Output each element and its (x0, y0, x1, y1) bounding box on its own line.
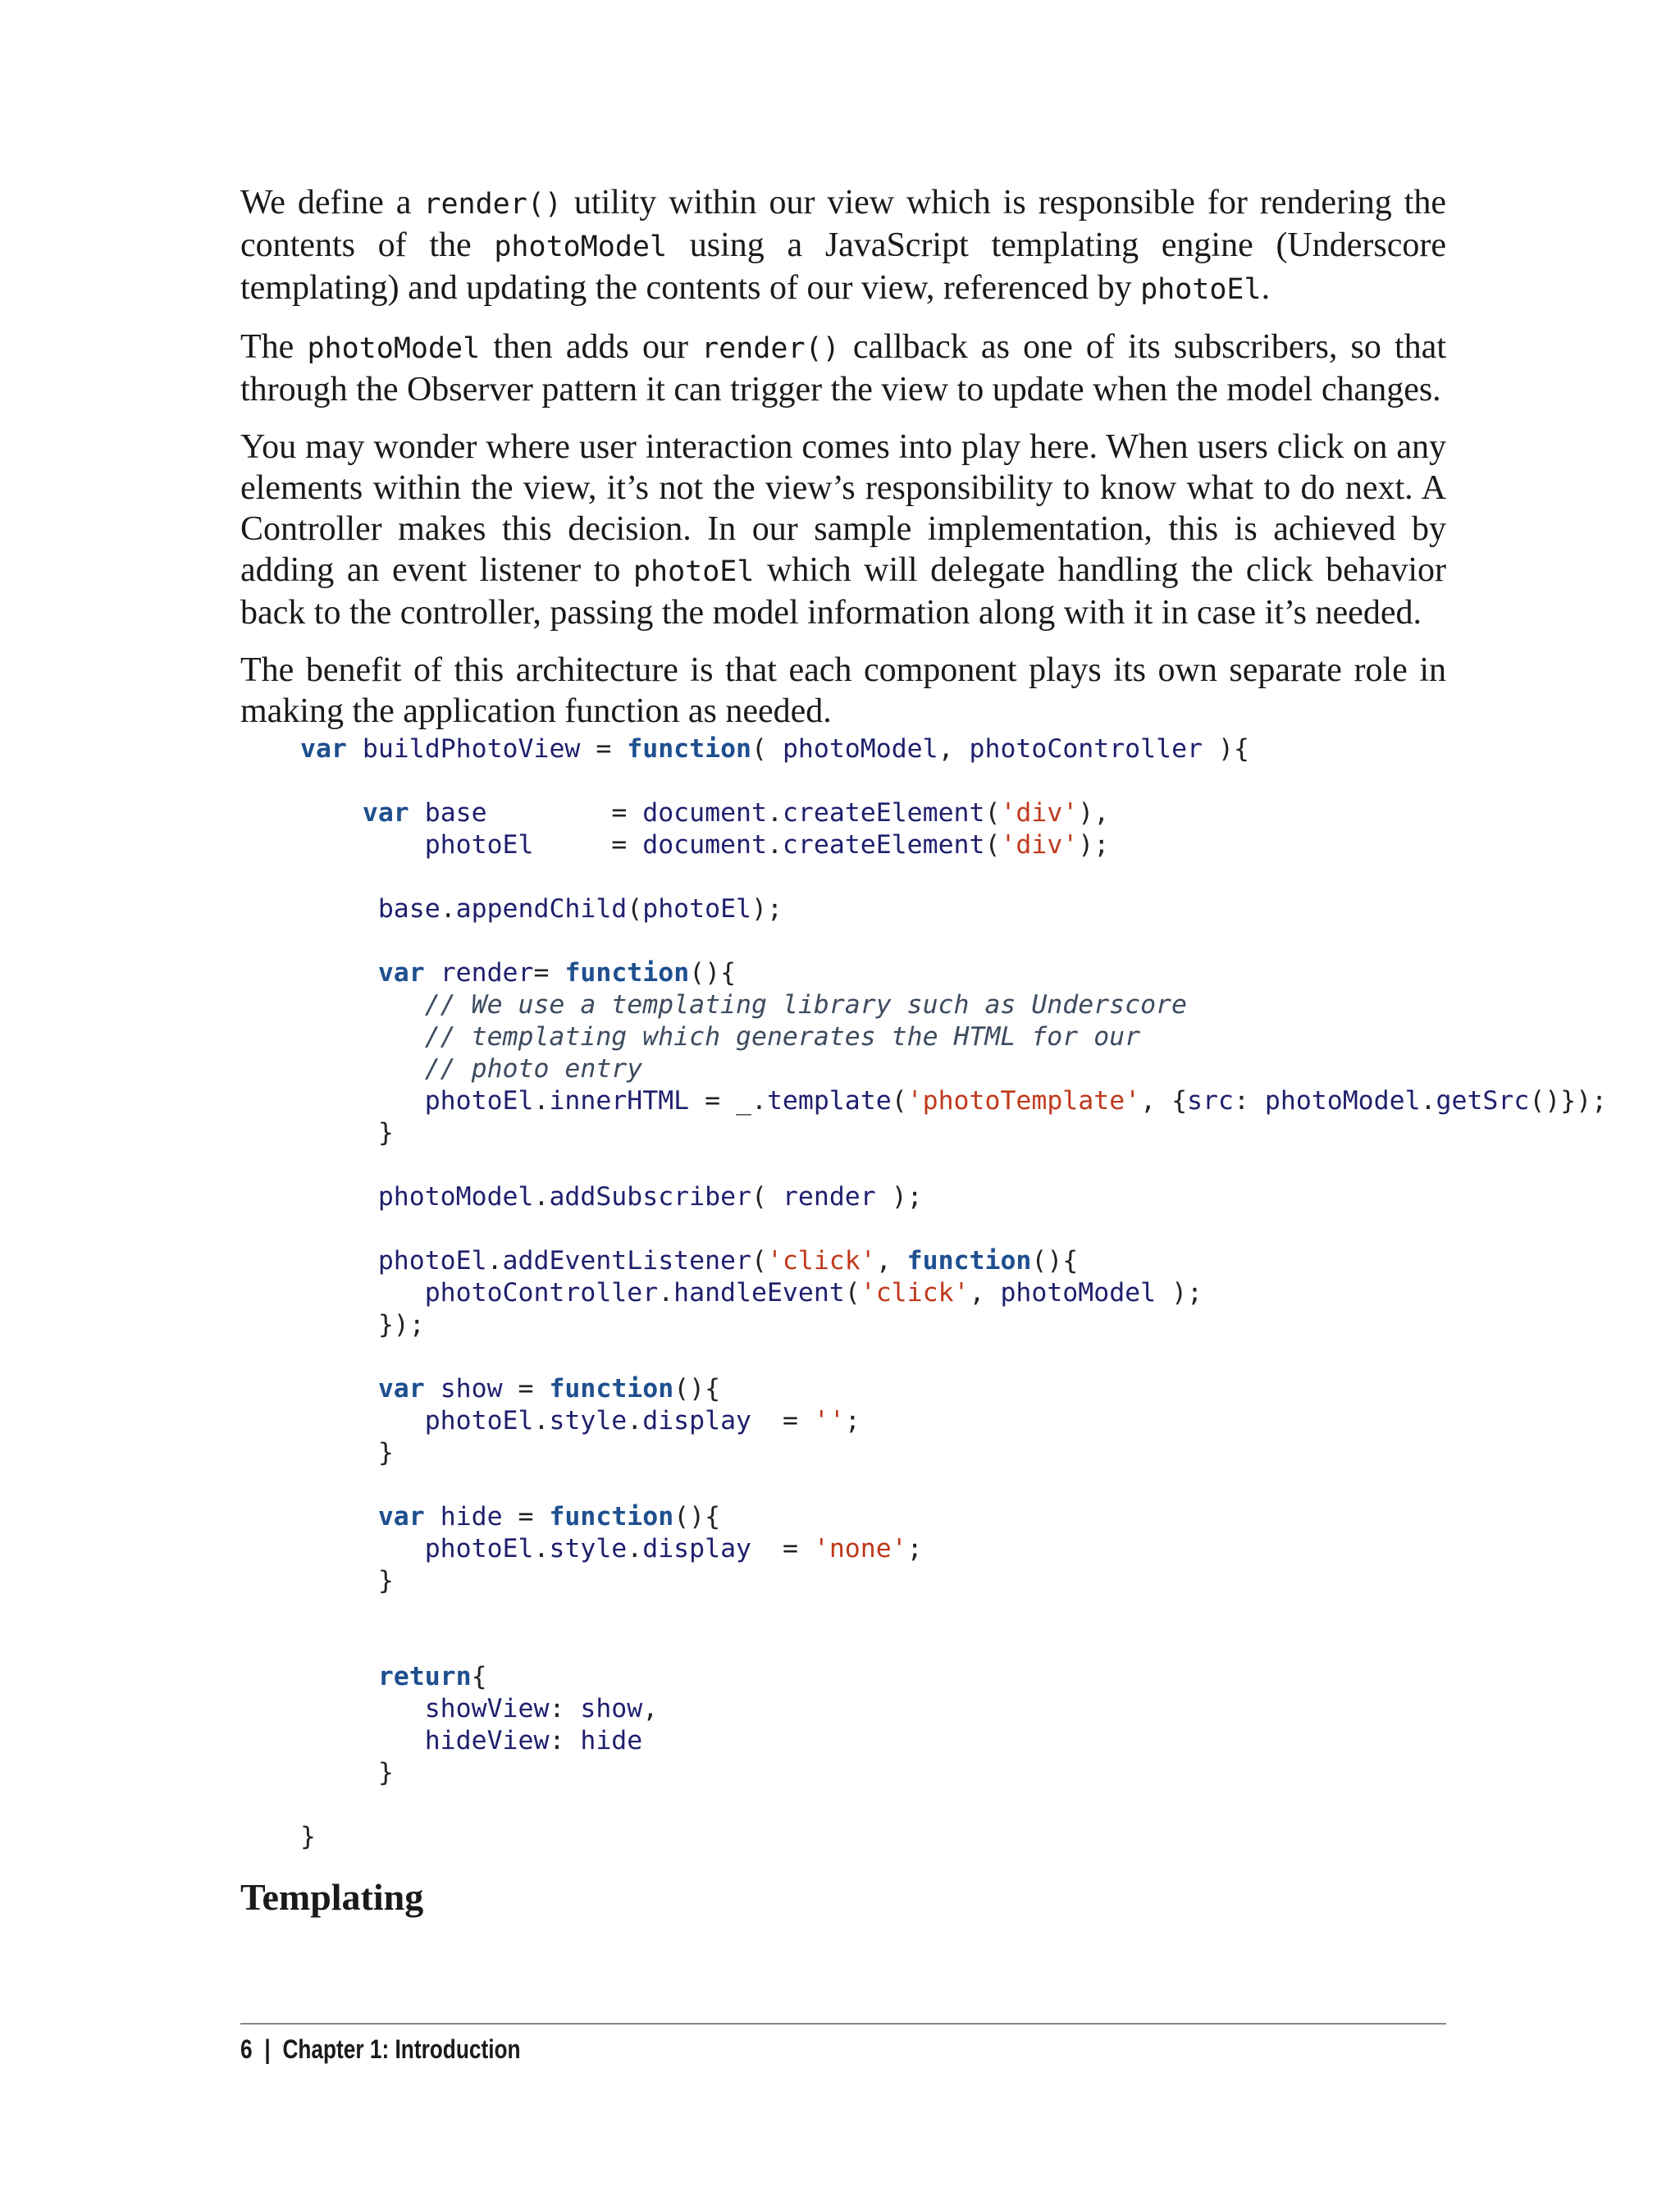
code-token: ); (1078, 830, 1110, 860)
code-token: ); (875, 1182, 923, 1212)
code-token: } (300, 1566, 394, 1596)
code-token: photoEl (300, 1534, 534, 1564)
code-token: 'div' (1000, 830, 1079, 860)
code-token: } (300, 1118, 394, 1148)
code-token: = (751, 1406, 814, 1436)
code-token: photoController (969, 734, 1203, 764)
code-token: template (766, 1086, 892, 1116)
code-token: : (549, 1726, 581, 1755)
code-token: ){ (1203, 734, 1249, 764)
code-token: hide (580, 1726, 643, 1755)
code-token: 'div' (1000, 798, 1079, 828)
inline-code-photoel: photoEl (632, 555, 755, 588)
code-token (300, 1662, 378, 1691)
code-token: (){ (689, 958, 737, 988)
code-token: . (533, 1534, 550, 1564)
code-line (300, 797, 1607, 829)
code-token: ( (891, 1086, 907, 1116)
code-token: show (580, 1694, 643, 1723)
code-token: ( (984, 830, 1001, 860)
code-token (300, 1374, 378, 1404)
paragraph-2-text-c: callback as one of its subscribers, so that through the Observer pattern it can trigger the view to update when the model changes. (240, 328, 1446, 409)
code-token: ( (751, 734, 783, 764)
code-line (300, 1501, 1607, 1533)
code-token: , (642, 1694, 659, 1723)
paragraph-2 (240, 326, 1446, 410)
code-token: var (300, 734, 347, 764)
code-token: photoEl (300, 1406, 534, 1436)
code-token: ; (844, 1406, 861, 1436)
code-token: var (377, 1374, 425, 1404)
paragraph-4 (240, 650, 1446, 732)
code-line (300, 1117, 1607, 1149)
code-token: (){ (673, 1374, 721, 1404)
code-token: var (377, 958, 425, 988)
code-line (300, 1693, 1607, 1725)
code-token: ); (751, 894, 783, 924)
code-line (300, 1597, 1607, 1629)
code-token: photoEl (300, 830, 612, 860)
code-token: addSubscriber (549, 1182, 751, 1212)
code-token: : (549, 1694, 581, 1723)
code-token: ( (844, 1278, 861, 1308)
code-line (300, 925, 1607, 957)
code-line (300, 893, 1607, 925)
code-token: ); (1156, 1278, 1203, 1308)
footer-separator: | (264, 2034, 271, 2064)
paragraph-3-text-b: which will delegate handling the click behavior back to the controller, passing the model information along with it in case it’s needed. (240, 551, 1447, 632)
code-line (300, 1021, 1607, 1053)
code-token: buildPhotoView (346, 734, 596, 764)
code-line (300, 829, 1607, 861)
code-line (300, 1085, 1607, 1117)
code-token: // We use a templating library such as Underscore (300, 990, 1187, 1020)
code-token: ( (751, 1246, 767, 1276)
page-footer (240, 2034, 521, 2065)
code-token: handleEvent (673, 1278, 845, 1308)
code-token: hide (424, 1502, 518, 1532)
code-token: photoModel (782, 734, 938, 764)
code-token: function (549, 1374, 674, 1404)
code-token: showView (300, 1694, 550, 1723)
code-token: } (300, 1438, 394, 1468)
code-line (300, 765, 1607, 797)
code-token: = (533, 958, 565, 988)
code-token: style (549, 1406, 628, 1436)
code-token: . (533, 1182, 550, 1212)
code-token: , (969, 1278, 1001, 1308)
code-token: } (300, 1758, 394, 1787)
code-line (300, 1373, 1607, 1405)
code-token: ), (1078, 798, 1110, 828)
paragraph-3 (240, 427, 1446, 633)
code-line (300, 1181, 1607, 1213)
code-token: = (611, 798, 643, 828)
code-token: function (564, 958, 690, 988)
code-token: '' (813, 1406, 845, 1436)
code-token: . (440, 894, 456, 924)
paragraph-2-text-b: then adds our (480, 328, 702, 366)
code-token: , (938, 734, 970, 764)
code-token: photoController (300, 1278, 659, 1308)
code-line (300, 1309, 1607, 1341)
code-token: var (362, 798, 409, 828)
code-token: (){ (673, 1502, 721, 1532)
code-token: document (642, 798, 767, 828)
code-token: ( (751, 1182, 783, 1212)
code-line (300, 1565, 1607, 1597)
code-token: var (377, 1502, 425, 1532)
code-token: , (875, 1246, 907, 1276)
page-number: 6 (240, 2034, 253, 2064)
code-token: display (642, 1534, 752, 1564)
code-token: . (533, 1086, 550, 1116)
code-line (300, 957, 1607, 989)
code-token: : (1233, 1086, 1265, 1116)
code-token: = (596, 734, 628, 764)
code-token: base (409, 798, 612, 828)
code-line (300, 1757, 1607, 1789)
code-token: hideView (300, 1726, 550, 1755)
code-token: = (518, 1374, 550, 1404)
code-line (300, 1661, 1607, 1693)
code-token: // templating which generates the HTML for our (300, 1022, 1141, 1052)
code-token: render (424, 958, 534, 988)
code-token: (){ (1031, 1246, 1079, 1276)
code-token: getSrc (1436, 1086, 1530, 1116)
paragraph-2-text-a: The (240, 328, 308, 366)
code-token: . (627, 1406, 643, 1436)
code-line (300, 1469, 1607, 1501)
code-token: ()}); (1529, 1086, 1608, 1116)
code-token: appendChild (455, 894, 628, 924)
code-token: 'click' (766, 1246, 876, 1276)
code-token: innerHTML (549, 1086, 690, 1116)
code-line (300, 1533, 1607, 1565)
paragraph-1-text-d: . (1261, 269, 1271, 307)
code-token: }); (300, 1310, 425, 1340)
code-token: photoModel (1264, 1086, 1421, 1116)
code-token: . (766, 798, 783, 828)
code-token (300, 958, 378, 988)
code-token: ( (984, 798, 1001, 828)
body-text (240, 182, 1446, 748)
code-token: 'click' (860, 1278, 970, 1308)
code-token: = (751, 1534, 814, 1564)
code-token: photoEl (300, 1086, 534, 1116)
code-token: createElement (782, 830, 985, 860)
paragraph-1 (240, 182, 1446, 310)
code-line (300, 1149, 1607, 1181)
code-line (300, 1725, 1607, 1757)
inline-code-photomodel: photoModel (307, 332, 481, 365)
footer-divider (240, 2023, 1446, 2025)
code-token: . (1420, 1086, 1436, 1116)
code-token: render (782, 1182, 876, 1212)
code-token: return (377, 1662, 472, 1691)
code-line (300, 1341, 1607, 1373)
code-token: document (642, 830, 767, 860)
paragraph-4-text: The benefit of this architecture is that each component plays its own separate role in making the application function as needed. (240, 651, 1446, 730)
code-token: = (611, 830, 643, 860)
code-token: addEventListener (502, 1246, 751, 1276)
code-token (300, 798, 363, 828)
code-token: photoEl (300, 1246, 487, 1276)
code-line (300, 1245, 1607, 1277)
code-token: show (424, 1374, 518, 1404)
code-token: ; (906, 1534, 923, 1564)
code-line (300, 989, 1607, 1021)
code-token: ( (627, 894, 643, 924)
code-token: base (300, 894, 441, 924)
code-token: function (906, 1246, 1032, 1276)
code-token: createElement (782, 798, 985, 828)
code-line (300, 861, 1607, 893)
code-token: 'none' (813, 1534, 907, 1564)
code-line (300, 1437, 1607, 1469)
code-line (300, 1789, 1607, 1821)
code-token: function (627, 734, 751, 764)
code-token: . (766, 830, 783, 860)
code-line (300, 1629, 1607, 1661)
code-line (300, 1053, 1607, 1085)
code-line (300, 733, 1607, 765)
inline-code-render: render() (701, 332, 840, 365)
code-line (300, 1277, 1607, 1309)
code-token: 'photoTemplate' (906, 1086, 1141, 1116)
section-heading: Templating (240, 1876, 424, 1918)
code-token: , { (1140, 1086, 1188, 1116)
code-token: = _. (689, 1086, 767, 1116)
code-line (300, 1821, 1607, 1853)
chapter-title: Chapter 1: Introduction (282, 2034, 521, 2064)
code-token: photoModel (1000, 1278, 1157, 1308)
paragraph-1-text-b: utility within our view which is responsible for rendering the contents of the (240, 184, 1446, 264)
code-token: = (518, 1502, 550, 1532)
code-token: . (486, 1246, 503, 1276)
code-block (300, 733, 1607, 1853)
code-line (300, 1213, 1607, 1245)
code-token: . (658, 1278, 674, 1308)
code-token: } (300, 1822, 316, 1851)
code-token: . (627, 1534, 643, 1564)
code-token: photoEl (642, 894, 752, 924)
code-line (300, 1405, 1607, 1437)
code-token: display (642, 1406, 752, 1436)
paragraph-1-text-a: We define a (240, 184, 424, 221)
code-token: style (549, 1534, 628, 1564)
code-token: . (533, 1406, 550, 1436)
code-token: { (471, 1662, 487, 1691)
code-token: photoModel (300, 1182, 534, 1212)
code-token: function (549, 1502, 674, 1532)
inline-code-photomodel: photoModel (494, 231, 668, 263)
code-token (300, 1502, 378, 1532)
code-token: src (1187, 1086, 1234, 1116)
inline-code-render: render() (423, 188, 562, 221)
paragraph-3-text-a: You may wonder where user interaction comes into play here. When users click on any elements within the view, it’s not the view’s responsibility to know what to do next. A Controller makes this decision. In our sample implementation, this is achieved by adding an event listener to (240, 428, 1446, 589)
code-token: // photo entry (300, 1054, 643, 1084)
inline-code-photoel: photoEl (1140, 273, 1262, 306)
paragraph-1-text-c: using a JavaScript templating engine (Underscore templating) and updating the contents of our view, referenced by (240, 226, 1447, 307)
